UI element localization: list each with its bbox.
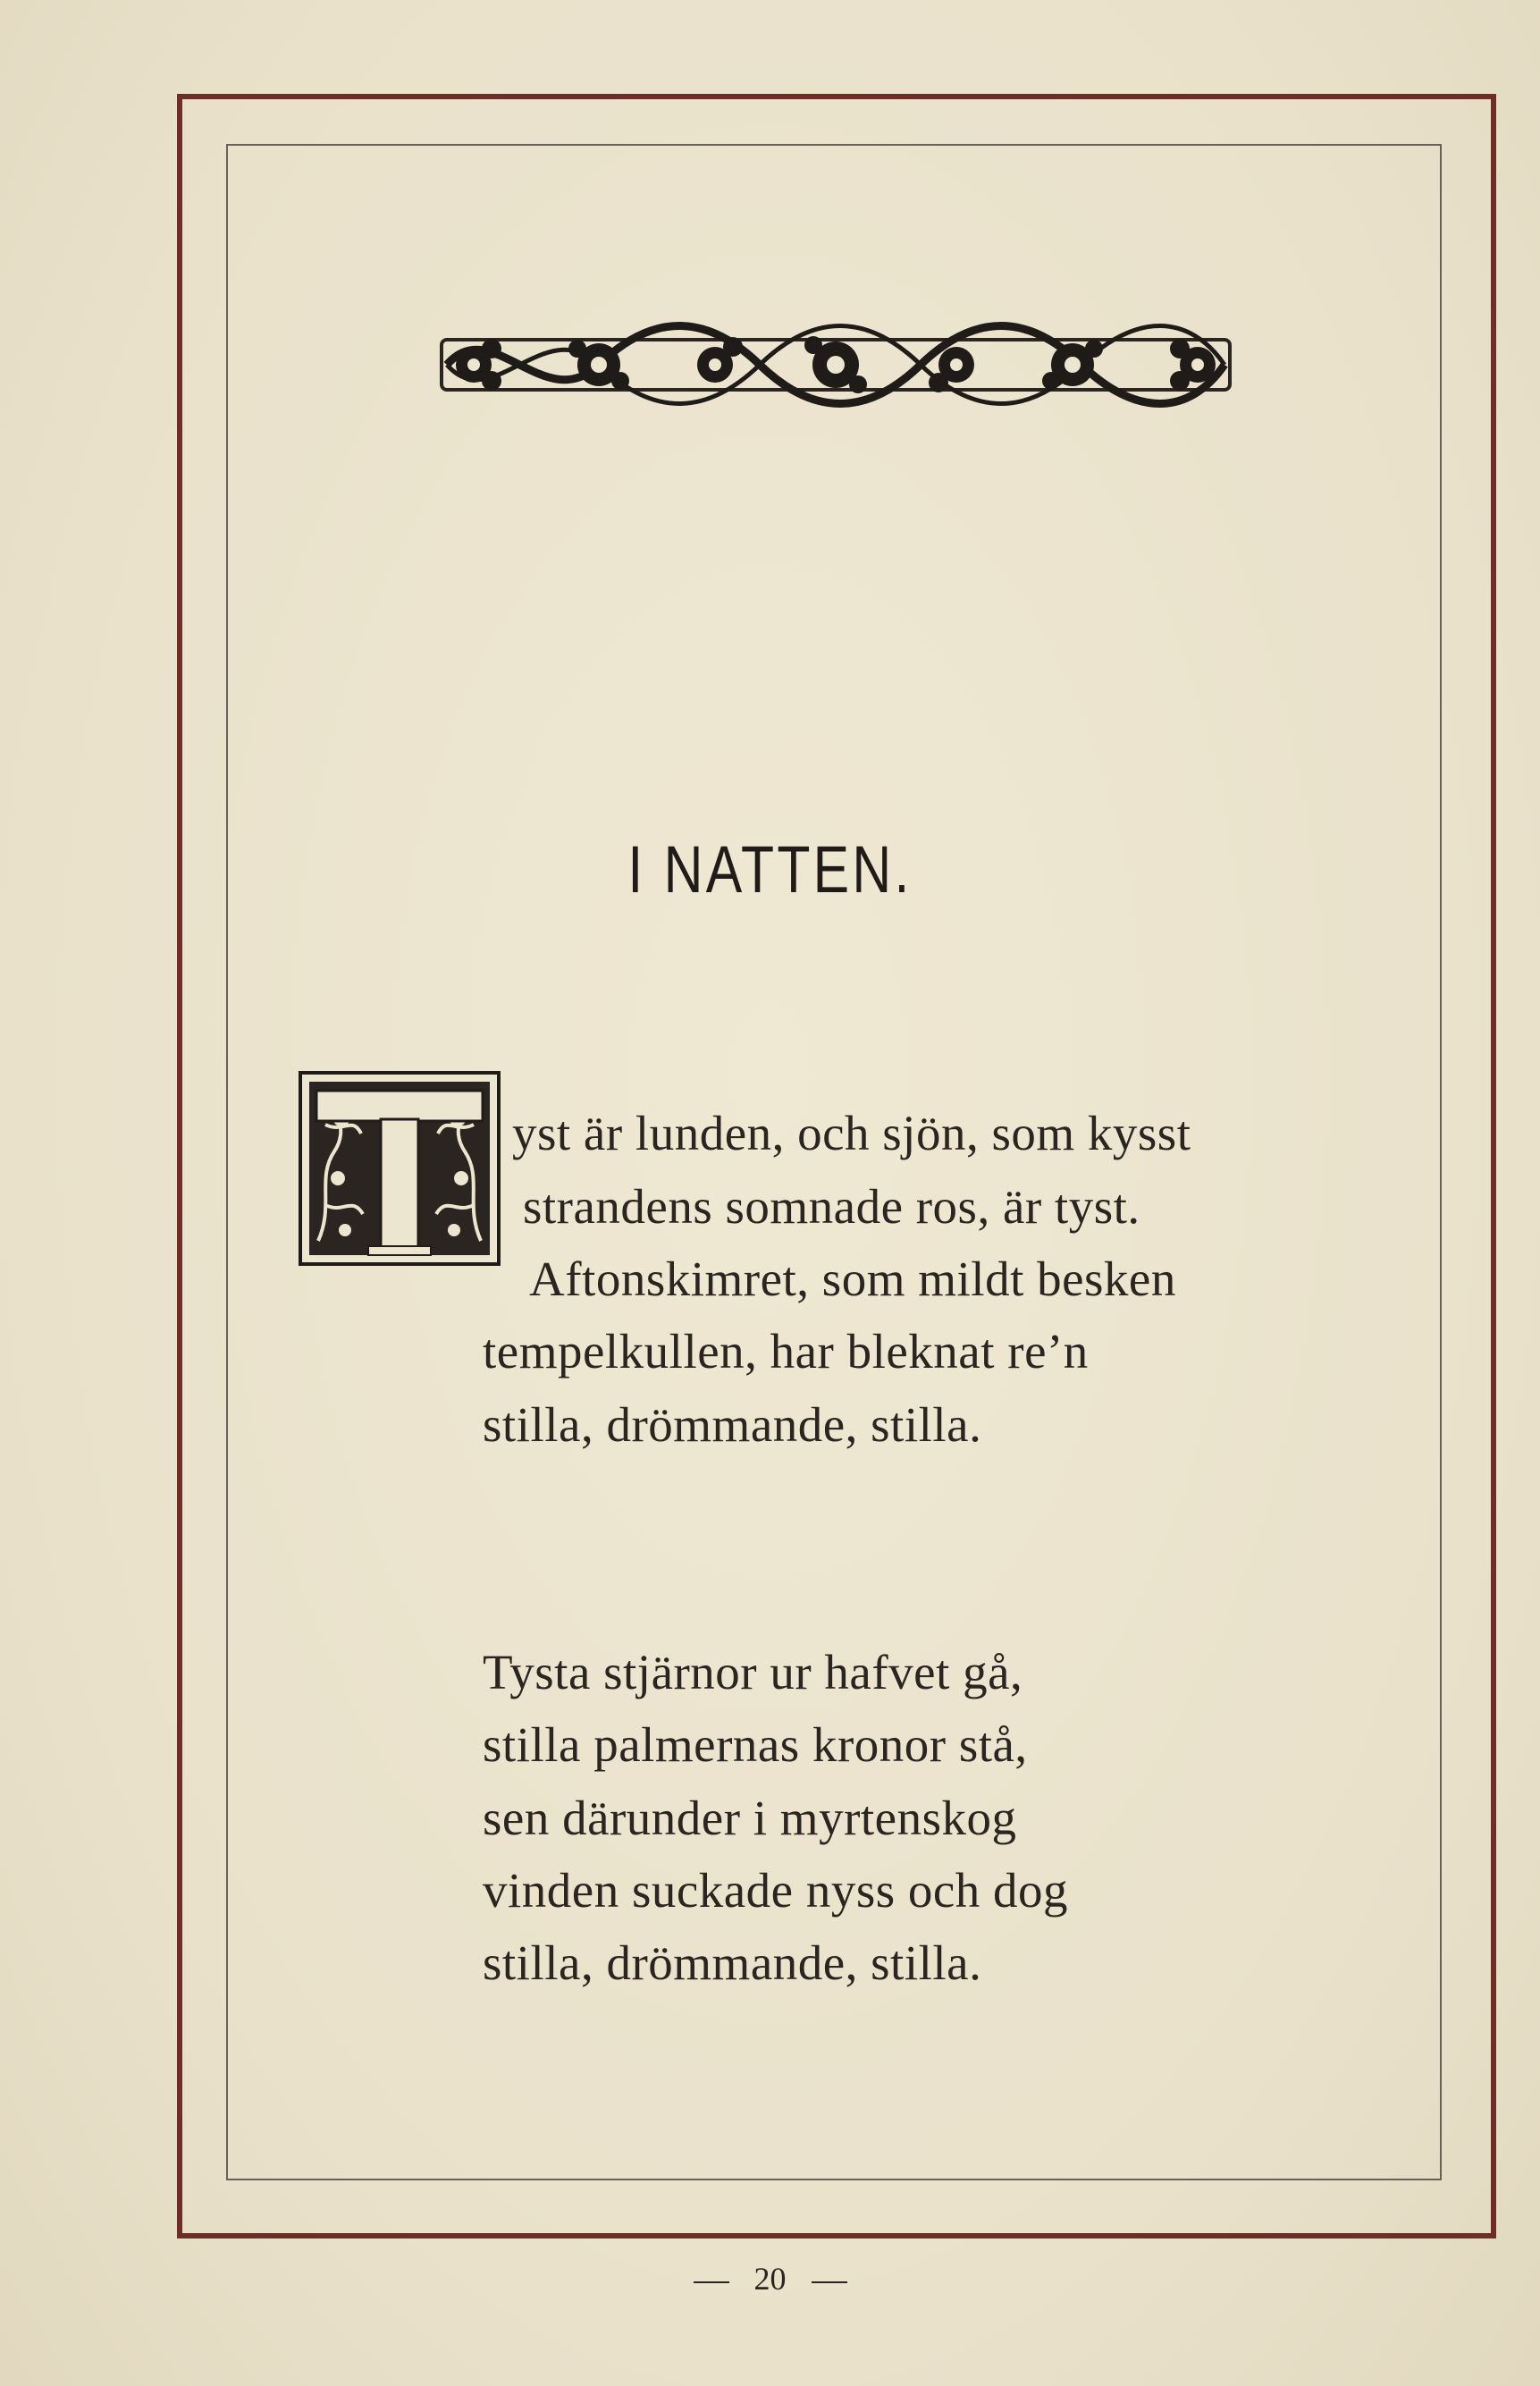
dash-right — [812, 2281, 847, 2283]
dash-left — [694, 2281, 729, 2283]
verse-line: tempelkullen, har bleknat re’n — [483, 1324, 1089, 1378]
verse-line: stilla palmernas kronor stå, — [483, 1717, 1028, 1772]
poem-title: I NATTEN. — [627, 832, 913, 906]
verse-line: strandens somnade ros, är tyst. — [523, 1179, 1140, 1234]
verse-line: stilla, drömmande, stilla. — [483, 1935, 982, 1990]
page-number-block — [0, 2260, 1540, 2297]
verse-line: sen därunder i myrtenskog — [483, 1791, 1017, 1845]
floral-ornament-icon — [438, 313, 1233, 417]
page-number: 20 — [753, 2261, 787, 2297]
verse-line: Aftonskimret, som mildt besken — [529, 1252, 1176, 1306]
verse-line: yst är lunden, och sjön, som kysst — [512, 1106, 1191, 1160]
verse-line: vinden suckade nyss och dog — [483, 1863, 1069, 1918]
decorated-initial-T-icon — [299, 1071, 501, 1266]
verse-line: Tysta stjärnor ur hafvet gå, — [483, 1645, 1023, 1699]
verse-line: stilla, drömmande, stilla. — [483, 1397, 982, 1452]
